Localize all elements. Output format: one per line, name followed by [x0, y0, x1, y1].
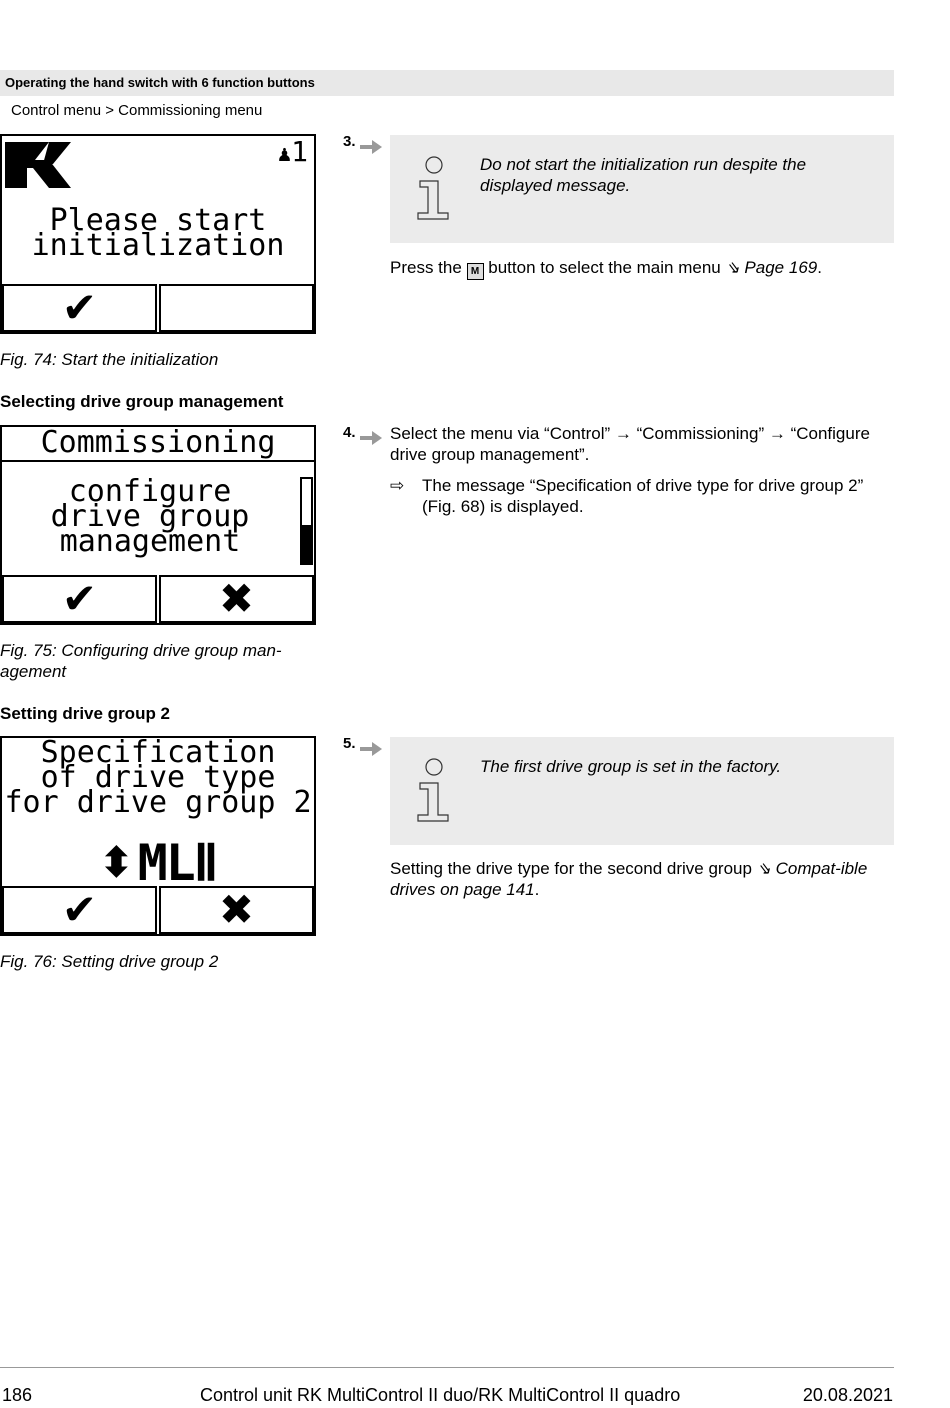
ok-softkey[interactable] [2, 886, 157, 934]
step-number: 4. [343, 424, 356, 441]
instruction-text: . [534, 880, 540, 899]
empty-softkey[interactable] [159, 284, 314, 332]
note-text: Do not start the initialization run despite the displayed message. [480, 155, 807, 195]
step-instruction: Select the menu via “Control” → “Commissioning” → “Configure drive group management”. [390, 424, 870, 464]
m-key-icon: M [467, 263, 484, 280]
ok-softkey[interactable] [2, 284, 157, 332]
result-text: The message “Specification of drive type for drive group 2” (Fig. 68) is displayed. [422, 476, 864, 516]
step-instruction [390, 858, 894, 900]
screen-message: configure drive group management [50, 474, 250, 559]
step-arrow-icon [360, 742, 382, 756]
drive-type-value: MLⅡ [137, 834, 217, 892]
instruction-text: . [817, 258, 822, 277]
check-icon: ✔ [61, 885, 98, 934]
lcd-screen-drive-type [0, 736, 316, 936]
person-icon: ♟ [277, 142, 292, 167]
page-link[interactable]: ⇘ Page 169 [725, 258, 818, 277]
check-icon: ✔ [61, 283, 98, 332]
cancel-softkey[interactable] [159, 886, 314, 934]
softkey-row [2, 884, 314, 934]
instruction-text: Press the [390, 258, 467, 277]
indicator-value: 1 [291, 135, 308, 168]
breadcrumb: Control menu > Commissioning menu [11, 102, 263, 119]
header-title: Operating the hand switch with 6 function buttons [5, 75, 315, 90]
step-number: 3. [343, 133, 356, 150]
info-icon [414, 155, 450, 221]
section-heading-drive-group-2: Setting drive group 2 [0, 704, 171, 723]
info-note [390, 737, 894, 845]
result-arrow-icon: ⇨ [390, 476, 405, 495]
page-link[interactable]: ⇘ Compat-ible drives on page 141 [390, 859, 868, 899]
rk-logo-icon [5, 140, 75, 190]
scrollbar-thumb[interactable] [302, 525, 311, 563]
info-note [390, 135, 894, 243]
instruction-text: button to select the main menu [483, 258, 726, 277]
scrollbar[interactable] [300, 477, 313, 565]
step-instruction [390, 257, 894, 280]
cancel-softkey[interactable] [159, 575, 314, 623]
softkey-row [2, 573, 314, 623]
figure-caption-74: Fig. 74: Start the initialization [0, 350, 219, 369]
instruction-text: Setting the drive type for the second drive group [390, 859, 757, 878]
x-icon: ✖ [218, 885, 255, 934]
section-heading-drive-group-management: Selecting drive group management [0, 392, 284, 411]
page-number: 186 [2, 1385, 33, 1405]
header-bar [0, 70, 894, 96]
screen-message: Specification of drive type for drive group 2 [4, 736, 312, 820]
up-down-icon[interactable]: ⬍ [99, 841, 134, 885]
ok-softkey[interactable] [2, 575, 157, 623]
step-arrow-icon [360, 140, 382, 154]
user-indicator [277, 135, 308, 169]
lcd-screen-start-init [0, 134, 316, 334]
document-date: 20.08.2021 [802, 1385, 893, 1405]
screen-message: Please start initialization [31, 203, 285, 263]
figure-caption-76: Fig. 76: Setting drive group 2 [0, 952, 219, 971]
x-icon: ✖ [218, 574, 255, 623]
step-result [390, 475, 894, 517]
step-number: 5. [343, 735, 356, 752]
info-icon [414, 757, 450, 823]
figure-caption-75: Fig. 75: Configuring drive group man- agement [0, 641, 282, 681]
footer-divider [0, 1367, 894, 1368]
lcd-screen-commissioning [0, 425, 316, 625]
product-name: Control unit RK MultiControl II duo/RK MultiControl II quadro [200, 1385, 681, 1405]
check-icon: ✔ [61, 574, 98, 623]
note-text: The first drive group is set in the factory. [480, 757, 782, 776]
softkey-row [2, 282, 314, 332]
screen-title: Commissioning [2, 428, 314, 462]
step-arrow-icon [360, 431, 382, 445]
